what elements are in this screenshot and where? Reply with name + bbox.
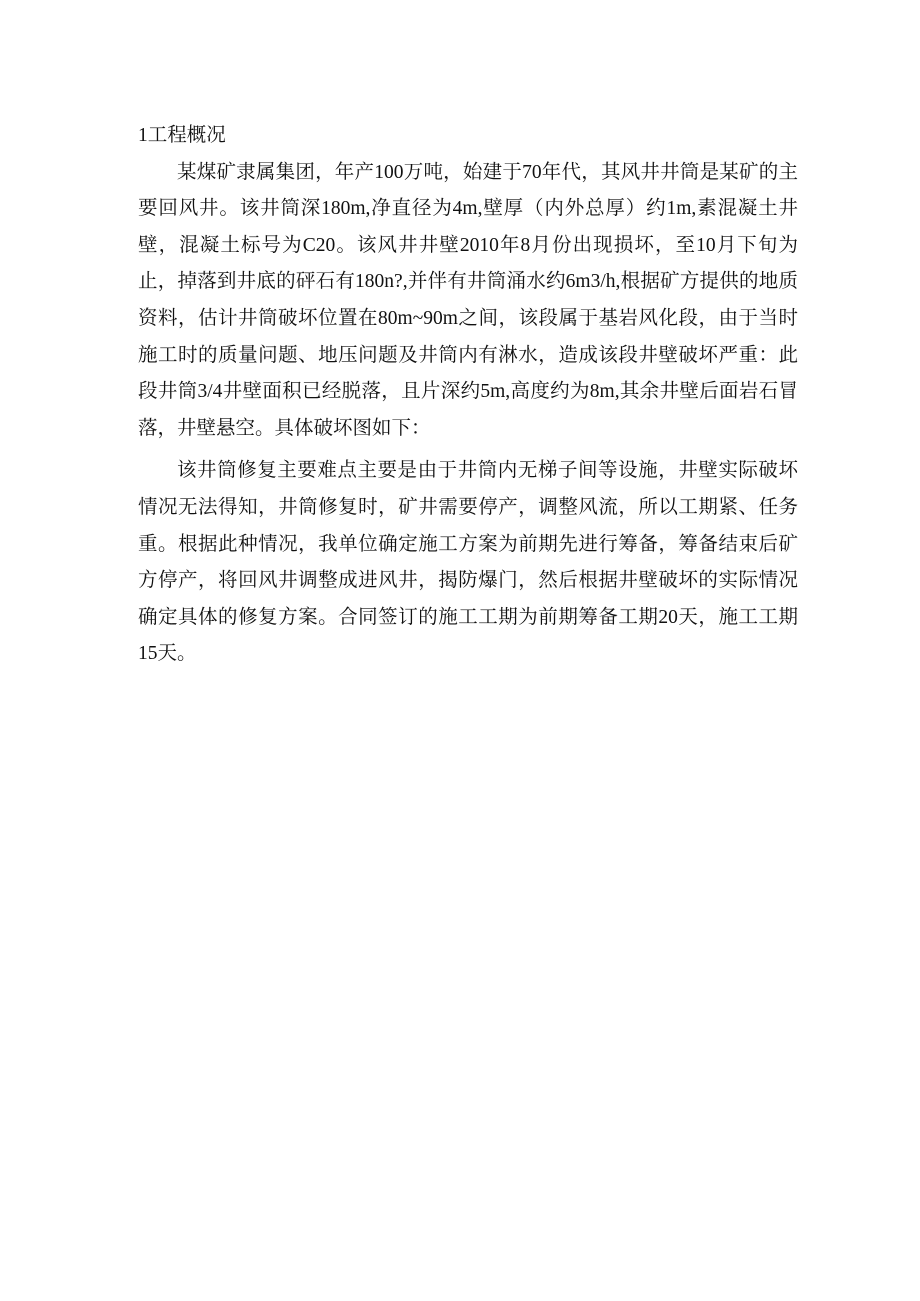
section-heading: 1工程概况 <box>138 125 226 146</box>
paragraph-repair-difficulty: 该井筒修复主要难点主要是由于井筒内无梯子间等设施，井壁实际破坏情况无法得知，井筒修复时，矿井需要停产，调整风流，所以工期紧、任务重。根据此种情况，我单位确定施工方案为前期先进行筹备，筹备结束后矿方停产，将回风井调整成进风井，揭防爆门，然后根据井壁破坏的实际情况确定具体的修复方案。合同签订的施工工期为前期筹备工期20天，施工工期15天。 <box>138 460 798 665</box>
paragraph-project-overview: 某煤矿隶属集团，年产100万吨，始建于70年代，其风井井筒是某矿的主要回风井。该井筒深180m,净直径为4m,壁厚（内外总厚）约1m,素混凝土井壁，混凝土标号为C20。该风井井壁2010年8月份出现损坏，至10月下旬为止，掉落到井底的砰石有180n?,并伴有井筒涌水约6m3/h,根据矿方提供的地质资料，估计井筒破坏位置在80m~90m之间，该段属于基岩风化段，由于当时施工时的质量问题、地压问题及井筒内有淋水，造成该段井壁破坏严重：此段井筒3/4井壁面积已经脱落，且片深约5m,高度约为8m,其余井壁后面岩石冒落，井壁悬空。具体破坏图如下： <box>138 161 798 439</box>
document-body <box>138 118 798 673</box>
